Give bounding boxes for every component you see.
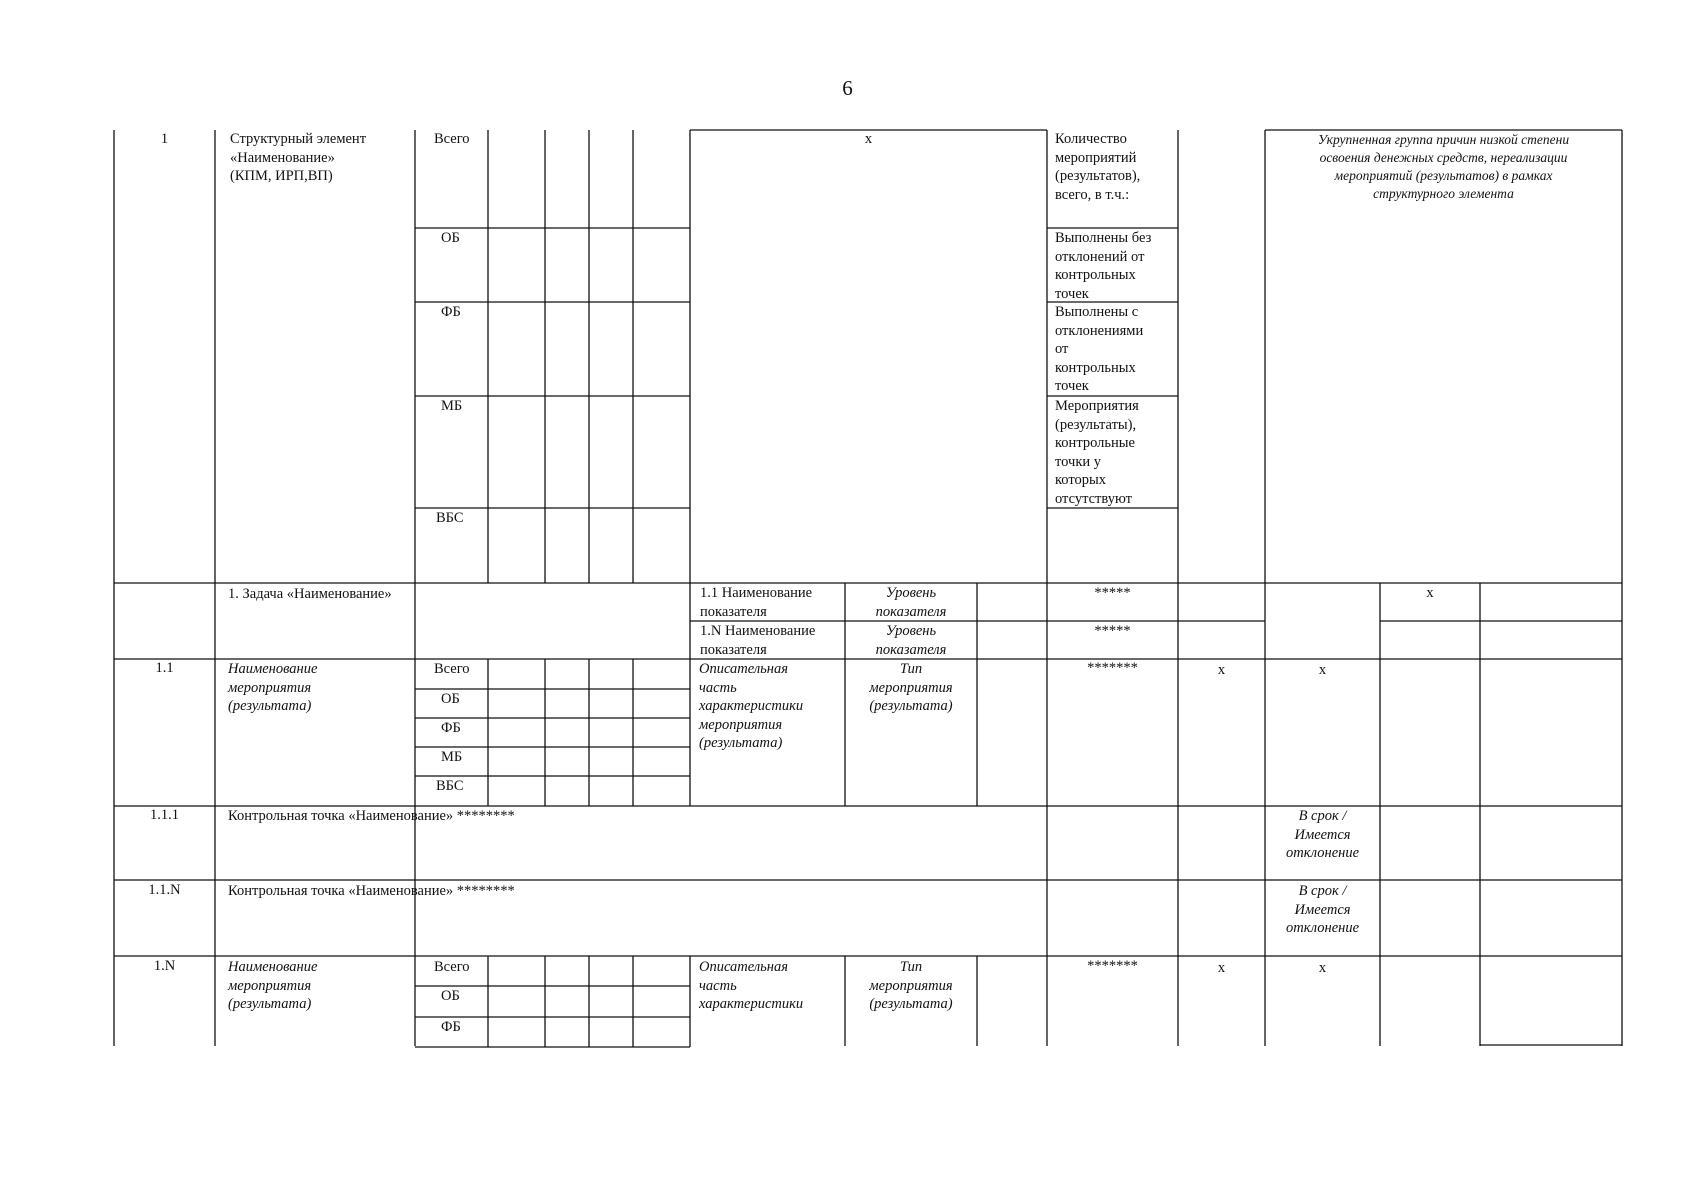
source-mb: МБ <box>441 398 463 414</box>
measure-n-source-total: Всего <box>434 959 470 975</box>
x-mark: x <box>864 131 873 147</box>
structural-element-name: Структурный элемент «Наименование» (КПМ, ИРП,ВП) <box>230 131 367 184</box>
count-missing-label: Мероприятия (результаты), контрольные точки у которых отсутствуют <box>1055 398 1139 507</box>
checkpoint-n-number: 1.1.N <box>148 882 181 898</box>
measure-1-source-vbs: ВБС <box>436 778 464 794</box>
checkpoint-1-number: 1.1.1 <box>150 807 179 823</box>
count-total-label: Количество мероприятий (результатов), всего, в т.ч.: <box>1055 131 1141 203</box>
measure-n-type: Тип мероприятия (результата) <box>869 959 953 1012</box>
source-vbs: ВБС <box>436 510 464 526</box>
measure-n-number: 1.N <box>153 958 176 974</box>
checkpoint-n-status: В срок / Имеется отклонение <box>1285 883 1360 936</box>
reasons-group-label: Укрупненная группа причин низкой степени освоения денежных средств, нереализации мероприятий (результатов) в рамках структурного элемента <box>1317 132 1570 201</box>
measure-1-source-total: Всего <box>434 661 470 677</box>
indicator-n-level: Уровень показателя <box>875 623 947 658</box>
measure-1-source-mb: МБ <box>441 749 463 765</box>
indicator-1-stars: ***** <box>1094 585 1131 601</box>
measure-1-stars: ******* <box>1087 660 1138 676</box>
row-number: 1 <box>160 131 169 147</box>
checkpoint-n-label: Контрольная точка «Наименование» ******** <box>228 883 515 899</box>
measure-1-type: Тип мероприятия (результата) <box>869 661 953 714</box>
checkpoint-1-label: Контрольная точка «Наименование» ******** <box>228 808 515 824</box>
measure-n-source-fb: ФБ <box>441 1019 461 1035</box>
measure-1-name: Наименование мероприятия (результата) <box>228 661 318 714</box>
measure-1-source-ob: ОБ <box>441 691 460 707</box>
indicator-1-level: Уровень показателя <box>875 585 947 620</box>
task-x-mark: x <box>1426 585 1434 601</box>
measure-n-x1: x <box>1217 960 1226 976</box>
measure-1-description: Описательная часть характеристики мероприятия (результата) <box>699 661 804 751</box>
source-ob: ОБ <box>441 230 460 246</box>
source-fb: ФБ <box>441 304 461 320</box>
indicator-n-stars: ***** <box>1094 623 1131 639</box>
measure-1-source-fb: ФБ <box>441 720 461 736</box>
measure-n-stars: ******* <box>1087 958 1138 974</box>
measure-1-number: 1.1 <box>155 660 174 676</box>
measure-n-name: Наименование мероприятия (результата) <box>228 959 318 1012</box>
source-total: Всего <box>434 131 470 147</box>
measure-n-x2: x <box>1318 960 1327 976</box>
task-label: 1. Задача «Наименование» <box>228 586 392 602</box>
count-with-deviation-label: Выполнены с отклонениями от контрольных точек <box>1055 304 1144 394</box>
measure-n-source-ob: ОБ <box>441 988 460 1004</box>
checkpoint-1-status: В срок / Имеется отклонение <box>1285 808 1360 861</box>
measure-1-x1: x <box>1217 662 1226 678</box>
measure-n-description: Описательная часть характеристики <box>699 959 804 1012</box>
measure-1-x2: x <box>1318 662 1327 678</box>
page-number: 6 <box>842 76 853 100</box>
indicator-1-name: 1.1 Наименование показателя <box>700 585 813 620</box>
count-no-deviation-label: Выполнены без отклонений от контрольных точек <box>1055 230 1152 302</box>
indicator-n-name: 1.N Наименование показателя <box>700 623 816 658</box>
